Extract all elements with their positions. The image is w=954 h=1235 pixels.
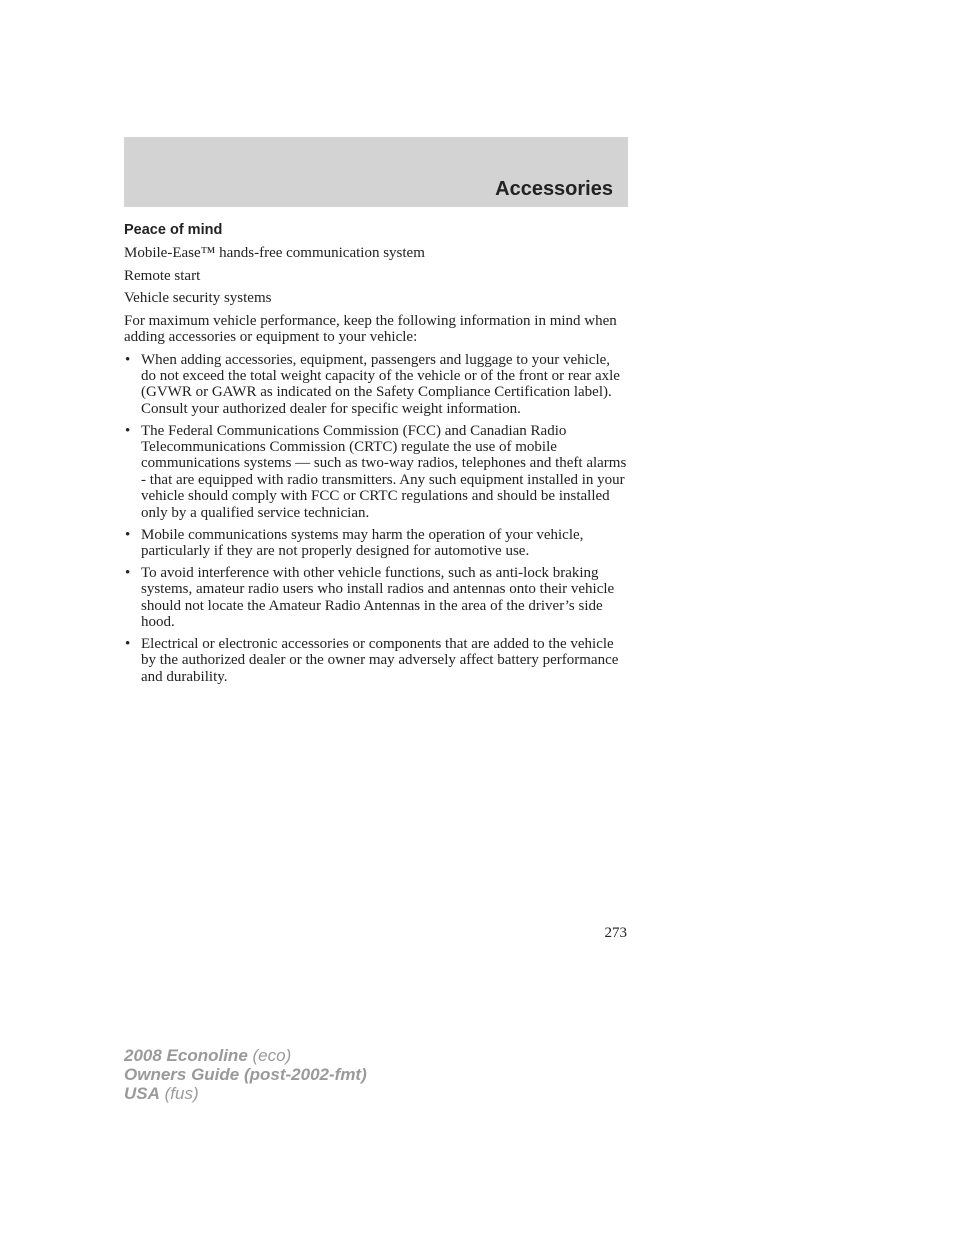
section-heading: Peace of mind xyxy=(124,222,223,238)
chapter-title: Accessories xyxy=(495,178,613,200)
item-remote-start: Remote start xyxy=(124,267,201,284)
item-security-systems: Vehicle security systems xyxy=(124,290,272,306)
bullet-text: Electrical or electronic accessories or components that are added to the vehicle by the authorized dealer or the owner may adversely affect battery performance and durability. xyxy=(141,636,619,685)
bullet-text: Mobile communications systems may harm the operation of your vehicle, particularly if they are not properly designed for automotive use. xyxy=(141,526,584,559)
bullet-icon: • xyxy=(125,422,131,439)
bullet-list xyxy=(124,352,628,686)
bullet-item xyxy=(124,636,628,685)
intro-paragraph: For maximum vehicle performance, keep the following information in mind when adding accessories or equipment to your vehicle: xyxy=(124,312,617,345)
footer-region-code: (fus) xyxy=(164,1084,199,1103)
footer-model-code: (eco) xyxy=(252,1046,292,1065)
footer-guide: Owners Guide (post-2002-fmt) xyxy=(124,1065,367,1084)
bullet-icon: • xyxy=(125,636,131,652)
footer-line-2 xyxy=(124,1065,367,1084)
section-header-band xyxy=(124,137,628,207)
document-footer xyxy=(124,1046,367,1103)
page-content xyxy=(124,220,628,691)
footer-line-3 xyxy=(124,1084,367,1103)
footer-line-1 xyxy=(124,1046,367,1065)
bullet-item xyxy=(124,565,628,631)
bullet-icon: • xyxy=(125,351,131,368)
bullet-icon: • xyxy=(125,526,131,543)
bullet-text: The Federal Communications Commission (FCC) and Canadian Radio Telecommunications Commission (CRTC) regulate the use of mobile communications systems — such as two-way radios, telephones and theft alarms - that are equipped with radio transmitters. Any such equipment installed in your vehicle should comply with FCC or CRTC regulations and should be installed only by a qualified service technician. xyxy=(141,422,627,521)
footer-region: USA xyxy=(124,1084,160,1103)
bullet-text: When adding accessories, equipment, passengers and luggage to your vehicle, do not exceed the total weight capacity of the vehicle or of the front or rear axle (GVWR or GAWR as indicated on the Safety Compliance Certification label). Consult your authorized dealer for specific weight information. xyxy=(141,351,620,417)
page-number: 273 xyxy=(604,925,627,941)
bullet-item xyxy=(124,423,628,521)
footer-model: 2008 Econoline xyxy=(124,1046,248,1065)
bullet-icon: • xyxy=(125,564,131,581)
bullet-text: To avoid interference with other vehicle functions, such as anti-lock braking systems, amateur radio users who install radios and antennas onto their vehicle should not locate the Amateur Radio Antennas in the area of the driver’s side hood. xyxy=(141,564,615,631)
item-mobile-ease: Mobile-Ease™ hands-free communication system xyxy=(124,245,425,261)
bullet-item xyxy=(124,527,628,560)
bullet-item xyxy=(124,352,628,418)
